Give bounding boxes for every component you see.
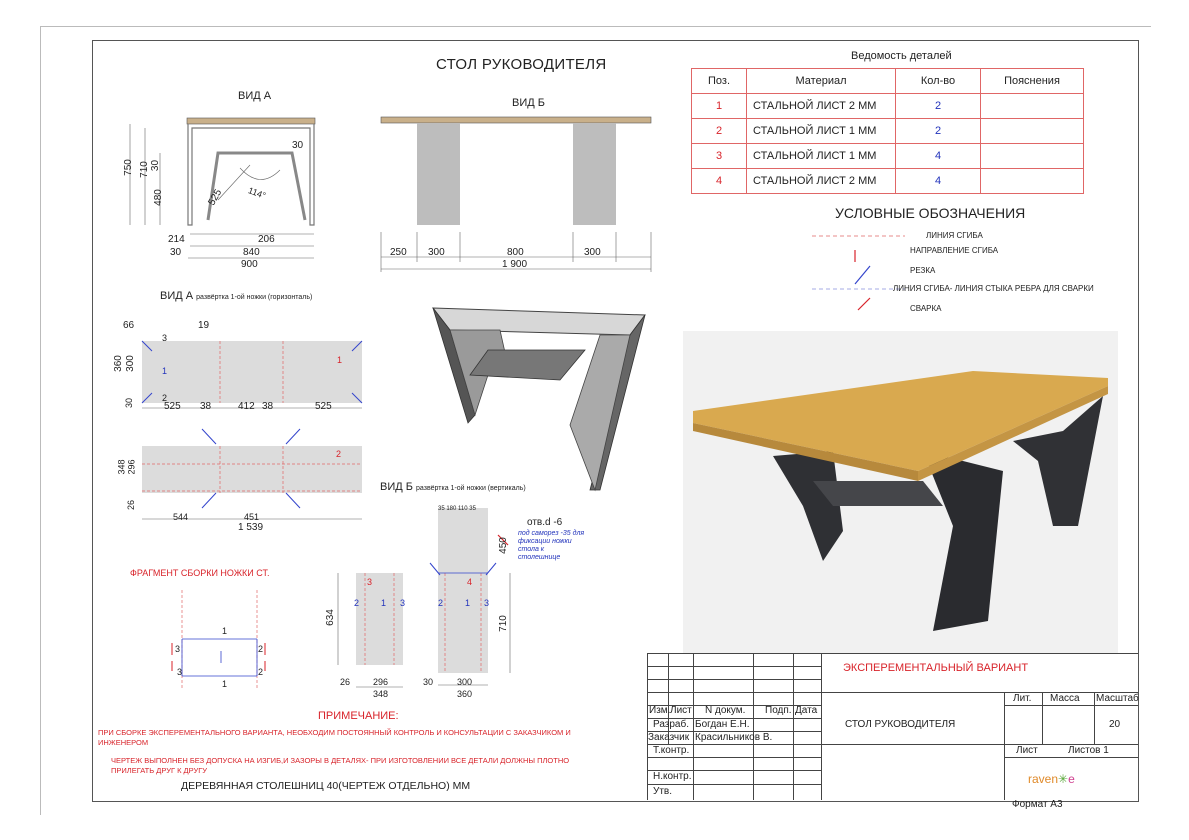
dim-412: 412 bbox=[238, 401, 255, 412]
mark-a1: 1 bbox=[381, 598, 387, 608]
dim-1900: 1 900 bbox=[502, 259, 528, 270]
dim-525-b: 525 bbox=[315, 401, 332, 412]
tb-h-doc: N докум. bbox=[705, 705, 746, 716]
view-b-leg-right bbox=[573, 123, 616, 225]
mark-b4: 4 bbox=[467, 577, 473, 587]
unfold-h-part-2 bbox=[142, 446, 362, 493]
dim-19: 19 bbox=[198, 320, 210, 331]
tb-nkontr: Н.контр. bbox=[653, 771, 692, 782]
frag-mark-l3a: 3 bbox=[175, 644, 181, 654]
dim-296-v: 296 bbox=[373, 677, 389, 687]
leg-3d-sketch bbox=[430, 305, 650, 495]
dim-544: 544 bbox=[173, 512, 189, 522]
row-material: СТАЛЬНОЙ ЛИСТ 2 ММ bbox=[747, 169, 896, 194]
mark-2-red: 2 bbox=[336, 449, 342, 459]
unfold-v-drawing bbox=[330, 505, 530, 700]
dim-angle: 114° bbox=[246, 185, 268, 201]
view-b-leg-left bbox=[417, 123, 460, 225]
dim-296: 296 bbox=[126, 459, 137, 475]
dim-300-b: 300 bbox=[584, 247, 601, 258]
dim-348-v: 348 bbox=[373, 689, 389, 699]
row-pos: 2 bbox=[692, 119, 747, 144]
tb-massa: Масса bbox=[1050, 693, 1080, 704]
dim-214: 214 bbox=[168, 234, 185, 245]
dim-206: 206 bbox=[258, 234, 275, 245]
dim-250: 250 bbox=[390, 247, 407, 258]
row-note bbox=[981, 169, 1084, 194]
dim-300-a: 300 bbox=[428, 247, 445, 258]
tb-format: Формат А3 bbox=[1012, 799, 1063, 810]
dim-710: 710 bbox=[138, 161, 150, 178]
legend-item-weld-fold: ЛИНИЯ СГИБА- ЛИНИЯ СТЫКА РЕБРА ДЛЯ СВАРКИ bbox=[893, 284, 1094, 293]
row-note bbox=[981, 144, 1084, 169]
mark-b3: 3 bbox=[484, 598, 490, 608]
unfold-v-part-3 bbox=[356, 573, 406, 665]
note-1a: ПРИ СБОРКЕ ЭКСПЕРЕМЕНТАЛЬНОГО ВАРИАНТА, НЕОБХОДИМ ПОСТОЯННЫЙ КОНТРОЛЬ И КОНСУЛЬТАЦИИ С ЗАКАЗЧИКОМ И bbox=[98, 728, 571, 737]
dim-26: 26 bbox=[126, 499, 137, 511]
dim-30-vv: 30 bbox=[423, 677, 434, 687]
unfold-v-part-4 bbox=[438, 573, 488, 673]
tb-masshtab: Масштаб bbox=[1096, 693, 1139, 704]
dim-900: 900 bbox=[241, 259, 258, 270]
parts-header-material: Материал bbox=[747, 69, 896, 94]
mark-1-blue: 1 bbox=[162, 366, 168, 376]
parts-caption: Ведомость деталей bbox=[851, 50, 952, 62]
mark-a2: 2 bbox=[354, 598, 360, 608]
mark-2: 2 bbox=[162, 393, 168, 403]
table-render-image bbox=[683, 331, 1118, 653]
dim-525: 525 bbox=[206, 187, 225, 208]
frag-mark-r2a: 2 bbox=[258, 644, 264, 654]
tb-h-izm: Изм. bbox=[649, 705, 671, 716]
legend-item-cut: РЕЗКА bbox=[910, 266, 936, 275]
legend-item-fold: ЛИНИЯ СГИБА bbox=[926, 231, 983, 240]
tb-zakazchik-name: Красильников В. bbox=[695, 732, 773, 743]
dim-750: 750 bbox=[122, 159, 134, 176]
dim-300-vv: 300 bbox=[457, 677, 473, 687]
row-material: СТАЛЬНОЙ ЛИСТ 1 ММ bbox=[747, 119, 896, 144]
dim-840: 840 bbox=[243, 247, 260, 258]
tb-h-sign: Подп. bbox=[765, 705, 792, 716]
legend-title: УСЛОВНЫЕ ОБОЗНАЧЕНИЯ bbox=[835, 205, 1026, 221]
tb-lit: Лит. bbox=[1013, 693, 1032, 704]
dim-710-v: 710 bbox=[497, 615, 509, 632]
frag-mark-r2b: 2 bbox=[258, 667, 264, 677]
drawing-title: СТОЛ РУКОВОДИТЕЛЯ bbox=[436, 56, 607, 73]
table-row bbox=[692, 119, 1084, 144]
dim-450: 450 bbox=[497, 537, 509, 554]
tb-sheets: Листов 1 bbox=[1068, 745, 1109, 756]
row-qty: 4 bbox=[896, 144, 981, 169]
unfold-v-tab bbox=[438, 508, 488, 573]
tb-variant: ЭКСПЕРЕМЕНТАЛЬНЫЙ ВАРИАНТ bbox=[843, 662, 1029, 674]
dim-26-v: 26 bbox=[340, 677, 351, 687]
weld-symbol bbox=[858, 298, 870, 310]
table-row bbox=[692, 144, 1084, 169]
row-note bbox=[981, 94, 1084, 119]
dim-30-v: 30 bbox=[150, 159, 162, 172]
tb-utv: Утв. bbox=[653, 786, 673, 797]
tb-name: СТОЛ РУКОВОДИТЕЛЯ bbox=[845, 719, 956, 730]
dim-300-v: 300 bbox=[124, 355, 136, 372]
view-a-label: ВИД А bbox=[238, 90, 272, 102]
row-material: СТАЛЬНОЙ ЛИСТ 2 ММ bbox=[747, 94, 896, 119]
row-qty: 2 bbox=[896, 94, 981, 119]
unfold-h-title: ВИД А развёртка 1-ой ножки (горизонталь) bbox=[160, 290, 313, 302]
tb-tkontr: Т.контр. bbox=[653, 745, 690, 756]
mark-3: 3 bbox=[162, 333, 168, 343]
cut-symbol bbox=[855, 266, 870, 284]
dim-360-vv: 360 bbox=[457, 689, 473, 699]
table-row bbox=[692, 169, 1084, 194]
mark-b1: 1 bbox=[465, 598, 471, 608]
dim-38-b: 38 bbox=[262, 401, 274, 412]
dim-38-a: 38 bbox=[200, 401, 212, 412]
dim-66: 66 bbox=[123, 320, 135, 331]
dim-480: 480 bbox=[152, 189, 164, 206]
dim-30-bottom: 30 bbox=[170, 247, 182, 258]
note-2a: ЧЕРТЕЖ ВЫПОЛНЕН БЕЗ ДОПУСКА НА ИЗГИБ,И ЗАЗОРЫ В ДЕТАЛЯХ- ПРИ ИЗГОТОВЛЕНИИ ВСЕ ДЕТАЛИ ДОЛЖНЫ ПЛОТНО bbox=[111, 756, 570, 765]
fragment-title: ФРАГМЕНТ СБОРКИ НОЖКИ СТ. bbox=[130, 568, 270, 578]
note-hole: отв.d -6 bbox=[527, 517, 563, 528]
tb-razrab-label: Разраб. bbox=[653, 719, 690, 730]
table-row bbox=[692, 94, 1084, 119]
tb-scale-value: 20 bbox=[1109, 719, 1121, 730]
dim-348: 348 bbox=[116, 459, 127, 475]
tb-zakazchik-label: Заказчик bbox=[648, 732, 690, 743]
frag-mark-l3b: 3 bbox=[177, 667, 183, 677]
note-1b: ИНЖЕНЕРОМ bbox=[98, 738, 149, 747]
parts-header-pos: Поз. bbox=[692, 69, 747, 94]
note-2b: ПРИЛЕГАТЬ ДРУГ К ДРУГУ bbox=[111, 766, 208, 775]
dim-525-a: 525 bbox=[164, 401, 181, 412]
legend-symbols bbox=[810, 228, 910, 318]
view-b-tabletop bbox=[381, 117, 651, 123]
row-pos: 4 bbox=[692, 169, 747, 194]
row-material: СТАЛЬНОЙ ЛИСТ 1 ММ bbox=[747, 144, 896, 169]
row-pos: 3 bbox=[692, 144, 747, 169]
tb-h-date: Дата bbox=[795, 705, 818, 716]
mark-a3: 3 bbox=[367, 577, 373, 587]
fragment-drawing bbox=[160, 585, 280, 695]
view-a-inner-leg bbox=[208, 153, 305, 220]
tabletop-note: ДЕРЕВЯННАЯ СТОЛЕШНИЦ 40(ЧЕРТЕЖ ОТДЕЛЬНО) ММ bbox=[181, 780, 471, 792]
legend-item-direction: НАПРАВЛЕНИЕ СГИБА bbox=[910, 246, 999, 255]
dim-1539: 1 539 bbox=[238, 522, 264, 533]
unfold-h-part-1 bbox=[142, 341, 362, 403]
mark-1-red: 1 bbox=[337, 355, 343, 365]
dim-30-top: 30 bbox=[292, 140, 304, 151]
row-qty: 4 bbox=[896, 169, 981, 194]
tb-razrab-name: Богдан Е.Н. bbox=[695, 719, 750, 730]
unfold-v-title: ВИД Б развёртка 1-ой ножки (вертикаль) bbox=[380, 481, 526, 493]
small-dims: 35 180 110 35 bbox=[438, 506, 476, 512]
view-b-label: ВИД Б bbox=[512, 97, 545, 109]
dim-634: 634 bbox=[324, 609, 336, 626]
dim-360: 360 bbox=[112, 355, 124, 372]
row-pos: 1 bbox=[692, 94, 747, 119]
dim-800: 800 bbox=[507, 247, 524, 258]
dim-451: 451 bbox=[244, 512, 260, 522]
dim-30-v2: 30 bbox=[124, 397, 135, 409]
tb-sheet: Лист bbox=[1016, 745, 1038, 756]
frag-mark-top1: 1 bbox=[222, 626, 228, 636]
table-render bbox=[683, 331, 1118, 653]
note-hole-desc: под саморез -35 для фиксации ножки стола к столешнице bbox=[518, 530, 585, 561]
row-note bbox=[981, 119, 1084, 144]
unfold-h-drawing bbox=[110, 316, 370, 536]
tb-h-list: Лист bbox=[670, 705, 692, 716]
frag-mark-bot1: 1 bbox=[222, 679, 228, 689]
parts-header-note: Пояснения bbox=[981, 69, 1084, 94]
mark-a3r: 3 bbox=[400, 598, 406, 608]
parts-table bbox=[691, 68, 1084, 194]
row-qty: 2 bbox=[896, 119, 981, 144]
logo: raven✳e bbox=[1028, 772, 1075, 786]
notes-heading: ПРИМЕЧАНИЕ: bbox=[318, 710, 399, 722]
view-a-tabletop bbox=[187, 118, 315, 124]
legend-item-weld: СВАРКА bbox=[910, 304, 942, 313]
mark-b2: 2 bbox=[438, 598, 444, 608]
parts-header-qty: Кол-во bbox=[896, 69, 981, 94]
